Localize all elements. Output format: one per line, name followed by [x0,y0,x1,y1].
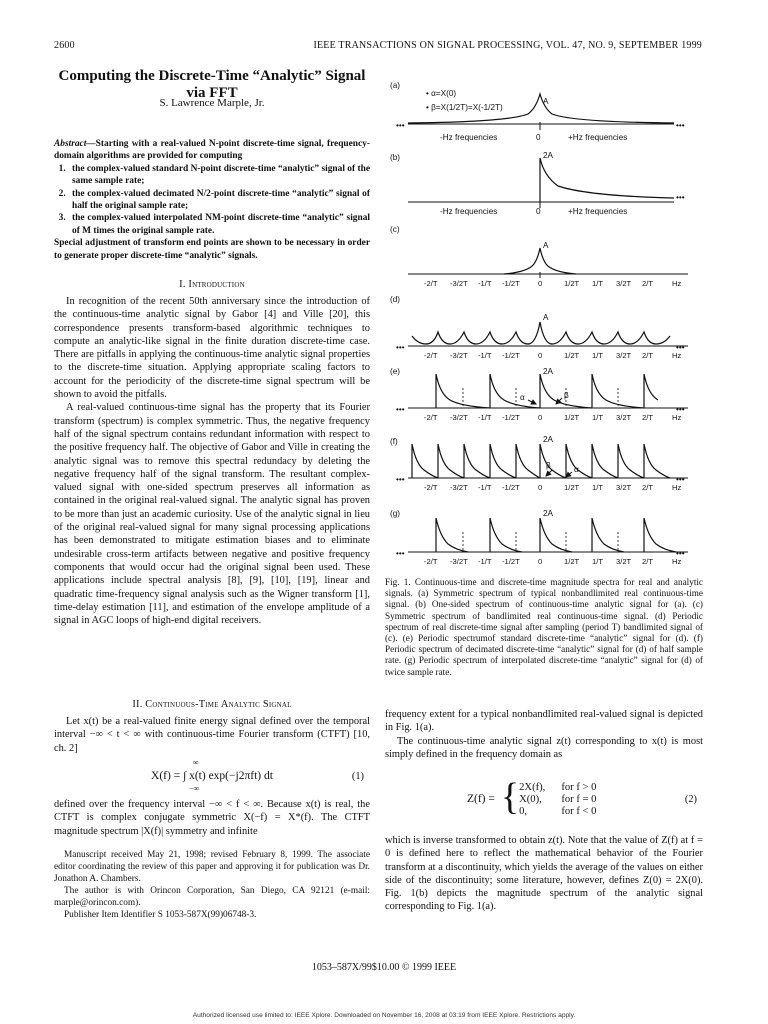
footnote-manuscript: Manuscript received May 21, 1998; revised February 8, 1999. The associate editor coordinating the review of this paper and approving it for publication was Dr. Jonathon A. Chambers. [54,850,370,884]
tick-label: 3/2T [616,483,632,492]
panel-label-d: (d) [390,295,401,304]
ellipsis-d-left: ••• [396,343,405,352]
tick-label: 0 [538,483,543,492]
arrow-alpha-f [566,472,572,477]
eq2-case-cond: for f > 0 [561,781,597,793]
tick-label: 3/2T [616,557,632,566]
tick-label: -1/2T [502,279,520,288]
equation-1 [54,756,370,796]
eq2-case-value: X(0), [519,793,542,805]
tick-label: -1/T [478,413,492,422]
panel-label-f: (f) [390,437,398,446]
eq1-number: (1) [351,770,364,782]
tick-label: 3/2T [616,279,632,288]
tick-label: 0 [538,557,543,566]
ellipsis-e-left: ••• [396,405,405,414]
paragraph: defined over the frequency interval −∞ < f < ∞. Because x(t) is real, the CTFT is complex conjugate symmetric X(−f) = X*(f). The CTFT magnitude spectrum |X(f)| symmetry and infinite [54,799,370,837]
tick-label: 3/2T [616,413,632,422]
tick-label: 1/T [592,557,603,566]
tick-label: 1/2T [564,279,580,288]
tick-label: 0 [538,279,543,288]
eq1-upper-limit: ∞ [193,758,199,767]
section-1-body [54,295,370,627]
paragraph: which is inverse transformed to obtain z(t). Note that the value of Z(f) at f = 0 is defined here to reflect the mathematical behavior of the Fourier transform at a discontinuity, which yields the average of the values on either side of the discontinuity; some literature, however, defines Z(0) = 2X(0). Fig. 1(b) depicts the magnitude spectrum of the analytic signal corresponding to Fig. 1(a). [385,835,703,913]
tick-label: -1/T [478,483,492,492]
abstract [54,138,370,262]
zero-a: 0 [536,133,541,142]
tick-label: -2/T [424,279,438,288]
eq2-case-value: 0, [519,805,528,817]
tick-label: 1/T [592,279,603,288]
eq1-expression [151,758,273,793]
panel-label-b: (b) [390,153,401,162]
section-1-title: I. Introduction [179,279,245,290]
tick-label: 1/2T [564,557,580,566]
page-number: 2600 [54,40,75,51]
pos-hz-b: +Hz frequencies [568,207,628,216]
label-A-d: A [543,313,549,322]
tick-label: 0 [538,413,543,422]
pos-hz-a: +Hz frequencies [568,133,628,142]
curve-e [436,374,658,408]
tick-label: 2/T [642,351,653,360]
abstract-item: 3. the complex-valued interpolated NM-point discrete-time “analytic” signal of M times the original sample rate. [68,212,370,237]
tick-label: Hz [672,351,682,360]
tick-label: 1/T [592,483,603,492]
tick-label-rows [424,279,681,566]
paragraph: The continuous-time analytic signal z(t) corresponding to x(t) is most simply defined in the frequency domain as [385,735,703,760]
paper-title: Computing the Discrete-Time “Analytic” Signal via FFT [58,68,366,101]
label-alpha-f: α [574,465,579,474]
label-2A-e: 2A [543,367,554,376]
footnote-identifier: Publisher Item Identifier S 1053-587X(99)06748-3. [64,910,257,920]
label-beta-e: β [564,391,569,400]
eq1-lower-limit: −∞ [189,784,200,793]
panel-label-c: (c) [390,225,400,234]
right-column-text [385,708,703,761]
tick-label: 0 [538,351,543,360]
tick-label: 2/T [642,557,653,566]
paper-author: S. Lawrence Marple, Jr. [159,97,265,109]
tick-label: 2/T [642,413,653,422]
abstract-list [54,163,370,237]
figure-caption: Fig. 1. Continuous-time and discrete-time magnitude spectra for real and analytic signals. (a) Symmetric spectrum of typical nonbandlimited real continuous-time signal. (b) One-sided spectrum of continuous-time analytic signal for (a). (c) Symmetric spectrum of bandlimited real continuous-time signal. (d) Periodic spectrum of real discrete-time signal after sampling (period T) bandlimited signal of (c). (e) Periodic spectrumof standard discrete-time “analytic” signal for (d). (f) Periodic spectrum of decimated discrete-time “analytic” signal for (d) of half sample rate. (g) Periodic spectrum of interpolated discrete-time “analytic” signal for (d) of twice sample rate. [385,577,703,677]
curve-f [412,444,670,478]
license-notice: Authorized licensed use limited to: IEEE Xplore. Downloaded on November 16, 2008 at 03:19 from IEEE Xplore. Restrictions apply. [192,1012,576,1019]
ellipsis-a-right: ••• [676,121,685,130]
right-column-text-2 [385,834,703,914]
tick-label: 3/2T [616,351,632,360]
copyright-footer: 1053–587X/99$10.00 © 1999 IEEE [311,962,457,973]
paragraph: frequency extent for a typical nonbandlimited real-valued signal is depicted in Fig. 1(a). [385,709,703,734]
arrow-beta-f [546,470,552,476]
ellipsis-d-right: ••• [676,343,685,352]
ellipsis-g-right: ••• [676,549,685,558]
section-2-continued [54,798,370,838]
label-2A-b: 2A [543,151,554,160]
tick-label: -1/2T [502,413,520,422]
label-beta-f: β [546,461,551,470]
tick-label: Hz [672,279,682,288]
abstract-item: 2. the complex-valued decimated N/2-point discrete-time “analytic” signal of half the original sample rate; [68,188,370,213]
tick-label: Hz [672,557,682,566]
label-A-c: A [543,241,549,250]
neg-hz-a: -Hz frequencies [440,133,498,142]
legend-alpha: • α=X(0) [426,89,457,98]
tick-label: 2/T [642,279,653,288]
eq2-cases [519,782,596,817]
tick-label: 1/T [592,413,603,422]
panel-label-a: (a) [390,81,401,90]
tick-label: 2/T [642,483,653,492]
curve-d [412,322,670,344]
tick-label: -3/2T [450,279,468,288]
paragraph: In recognition of the recent 50th anniversary since the introduction of the continuous-time analytic signal by Gabor [4] and Ville [20], this correspondence presents transform-based algorithmic techniques to compute an analytic-like signal in the finite duration discrete-time case. There are pitfalls in applying the continuous-time analytic signal properties to the discrete-time situation. Applying appropriate scaling factors to account for the periodicity of the discrete-time signal spectrum will be shown to avoid the pitfalls. [54,296,370,401]
figure-1 [388,78,708,572]
tick-label: -1/2T [502,351,520,360]
abstract-outro: Special adjustment of transform end points are shown to be necessary in order to generate proper discrete-time “analytic” signals. [54,238,370,261]
tick-label: -3/2T [450,483,468,492]
eq2-case-value: 2X(f), [519,781,546,793]
ellipsis-b-right: ••• [676,193,685,202]
section-2-body [54,715,370,755]
label-alpha-e: α [520,393,525,402]
tick-label: -1/2T [502,483,520,492]
eq2-case-cond: for f = 0 [561,793,597,805]
ellipsis-a-left: ••• [396,121,405,130]
panel-label-g: (g) [390,509,401,518]
equation-2 [385,776,703,822]
tick-label: -3/2T [450,413,468,422]
legend-beta: • β=X(1/2T)=X(-1/2T) [426,103,503,112]
tick-label: -1/T [478,557,492,566]
tick-label: -2/T [424,413,438,422]
tick-label: 1/T [592,351,603,360]
neg-hz-b: -Hz frequencies [440,207,498,216]
eq2-lhs: Z(f) = [467,793,495,805]
eq2-brace: { [500,776,520,818]
tick-label: -1/2T [502,557,520,566]
tick-label: -1/T [478,351,492,360]
abstract-label: Abstract— [54,139,96,149]
tick-label: -2/T [424,351,438,360]
ellipsis-f-left: ••• [396,475,405,484]
label-2A-f: 2A [543,435,554,444]
curve-b [540,158,674,202]
footnotes [54,849,370,921]
abstract-intro: Starting with a real-valued N-point discrete-time signal, frequency-domain algorithms are provided for computing [54,139,370,162]
paragraph: A real-valued continuous-time signal has the property that its Fourier transform (spectrum) is complex symmetric. Thus, the negative frequency half of the signal spectrum contains redundant information with respect to the positive frequency half. The objective of Gabor and Ville in creating the analytic signal was to remove this spectral redundacy by deleting the negative frequency half of the signal transform. The resultant complex-valued signal with one-sided spectrum preserves all information as contained in the original real-valued signal. The analytic signal has proven to be more than just an academic curiosity. Use of the analytic signal in lieu of the original real-valued signal for many signal processing applications has been demonstrated to mitigate estimation biases and to eliminate undesirable cross-term artifacts between negative and positive frequency components that would occur had the original signal been used. These applications include spectral analysis [8], [9], [10], [19], linear and quadratic time-frequency signal analysis such as the Wigner transform [1], time-delay estimation [11], and estimation of the envelope amplitude of a signal in AGC loops of high-end digital receivers. [54,402,370,627]
tick-label: 1/2T [564,483,580,492]
zero-b: 0 [536,207,541,216]
label-2A-g: 2A [543,509,554,518]
eq2-number: (2) [684,793,697,805]
section-2-title: II. Continuous-Time Analytic Signal [132,699,292,710]
ellipsis-g-left: ••• [396,549,405,558]
ellipsis-f-right: ••• [676,475,685,484]
label-A-a: A [543,97,549,106]
tick-label: -2/T [424,557,438,566]
arrow-alpha-e [528,400,536,404]
tick-label: Hz [672,483,682,492]
panel-label-e: (e) [390,367,401,376]
tick-label: 1/2T [564,413,580,422]
footnote-author: The author is with Orincon Corporation, San Diego, CA 92121 (e-mail: marple@orincon.com). [54,886,370,908]
paragraph: Let x(t) be a real-valued finite energy signal defined over the temporal interval −∞ < t < ∞ with continuous-time Fourier transform (CTFT) [10, ch. 2] [54,716,370,754]
abstract-item: 1. the complex-valued standard N-point discrete-time “analytic” signal of the same sample rate; [68,163,370,188]
eq1-body: X(f) = ∫ x(t) exp(−j2πft) dt [151,770,273,782]
tick-label: -3/2T [450,557,468,566]
tick-label: -1/T [478,279,492,288]
ellipsis-e-right: ••• [676,405,685,414]
tick-label: -3/2T [450,351,468,360]
tick-label: Hz [672,413,682,422]
curve-g [436,518,676,552]
curve-c [504,248,576,274]
tick-label: -2/T [424,483,438,492]
journal-header: IEEE TRANSACTIONS ON SIGNAL PROCESSING, VOL. 47, NO. 9, SEPTEMBER 1999 [313,40,702,51]
tick-label: 1/2T [564,351,580,360]
eq2-case-cond: for f < 0 [561,805,597,817]
